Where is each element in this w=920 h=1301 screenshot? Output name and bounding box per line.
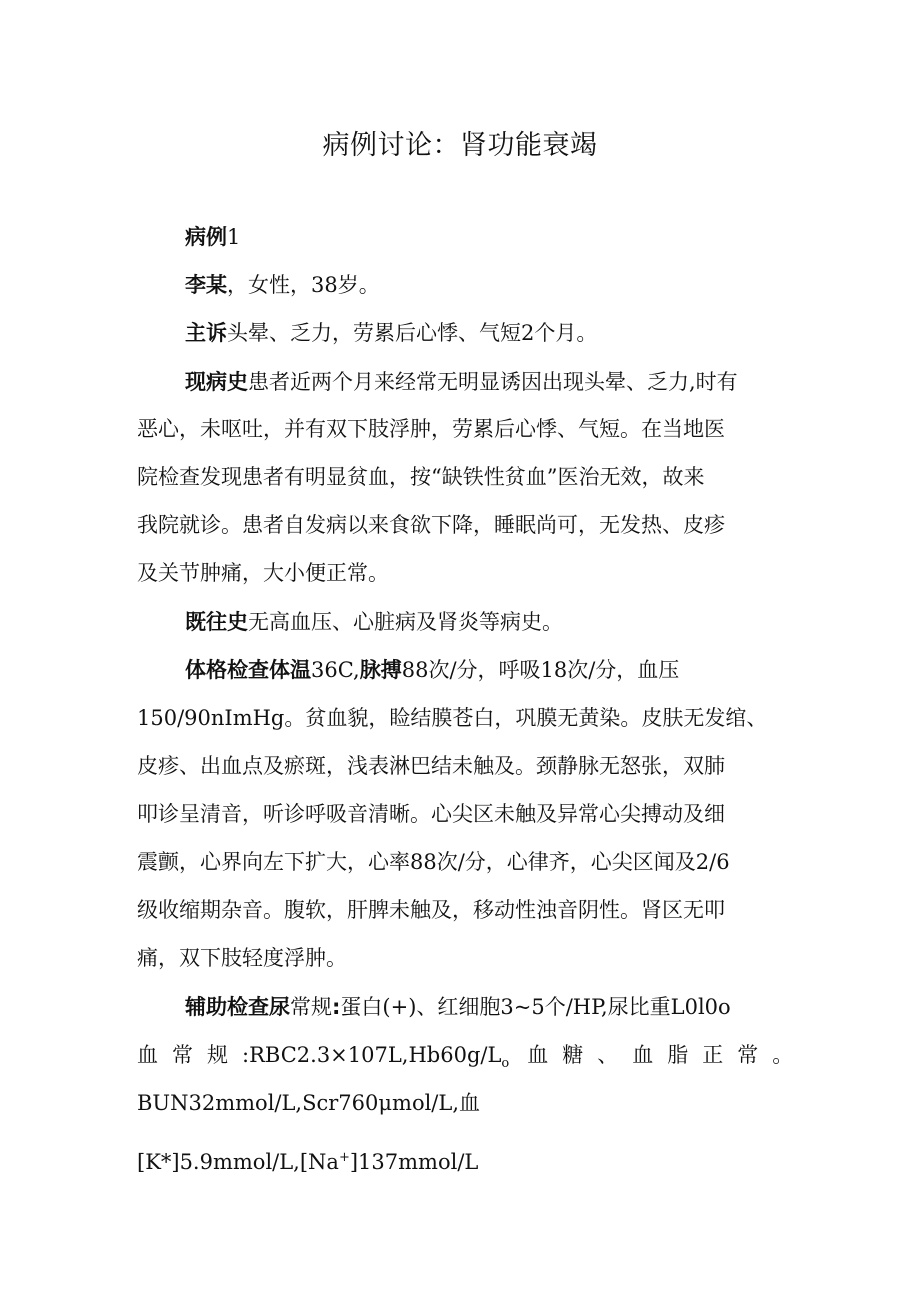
history-line-5: 及关节肿痛，大小便正常。 xyxy=(137,561,389,585)
exam-line-1 xyxy=(185,655,793,685)
history-line-2: 恶心，未呕吐，并有双下肢浮肿，劳累后心悸、气短。在当地医 xyxy=(137,417,725,441)
history-label: 现病史 xyxy=(185,370,248,394)
blood-routine-values: :RBC2.3×107L,Hb60g/L xyxy=(242,1043,502,1067)
aux-line-2 xyxy=(137,1040,808,1079)
exam-line-4: 叩诊呈清音，听诊呼吸音清晰。心尖区未触及异常心尖搏动及细 xyxy=(137,802,725,826)
aux-colon: : xyxy=(332,995,341,1019)
case-label: 病例 xyxy=(185,225,227,249)
complaint-line xyxy=(185,318,793,348)
history-line-1 xyxy=(185,367,793,397)
exam-line-2: 150/90nImHg。贫血貌，睑结膜苍白，巩膜无黄染。皮肤无发绾、 xyxy=(137,706,768,730)
sodium-superscript: + xyxy=(338,1150,350,1165)
glucose-lipid-text: 血糖、血脂正常。 xyxy=(527,1043,808,1067)
aux-line-1 xyxy=(185,992,793,1022)
exam-pulse-value: 88次/分，呼吸18次/分，血压 xyxy=(401,658,680,682)
past-history-text: 无高血压、心脏病及肾炎等病史。 xyxy=(248,610,563,634)
history-line-4: 我院就诊。患者自发病以来食欲下降，睡眠尚可，无发热、皮疹 xyxy=(137,513,725,537)
aux-urine-results: 蛋白(+)、红细胞3~5个/HP,尿比重L0l0o xyxy=(340,995,731,1019)
history-text-1: 患者近两个月来经常无明显诱因出现头晕、乏力,时有 xyxy=(248,370,738,394)
past-history-line xyxy=(185,607,793,637)
exam-line-7: 痛，双下肢轻度浮肿。 xyxy=(137,946,347,970)
past-history-label: 既往史 xyxy=(185,610,248,634)
electrolytes-text-b: ]137mmol/L xyxy=(349,1150,479,1174)
exam-pulse-label: 脉搏 xyxy=(359,658,402,682)
history-line-3: 院检查发现患者有明显贫血，按“缺铁性贫血”医治无效，故来 xyxy=(137,465,705,489)
complaint-text: 头晕、乏力，劳累后心悸、气短2个月。 xyxy=(227,321,598,345)
exam-line-5: 震颤，心界向左下扩大，心率88次/分，心律齐，心尖区闻及2/6 xyxy=(137,850,730,874)
page-title: 病例讨论：肾功能衰竭 xyxy=(322,130,598,161)
aux-label: 辅助检查尿 xyxy=(185,995,290,1019)
aux-line-4 xyxy=(137,1143,793,1177)
blood-routine-subscript: o xyxy=(501,1056,510,1071)
exam-temp-value: 36C, xyxy=(311,658,360,682)
patient-info: ，女性，38岁。 xyxy=(227,273,380,297)
electrolytes-text-a: [K*]5.9mmol/L,[Na xyxy=(137,1150,339,1174)
exam-temp-label: 体温 xyxy=(269,658,311,682)
aux-routine-label: 常规 xyxy=(290,995,332,1019)
case-number: 1 xyxy=(227,225,241,249)
complaint-label: 主诉 xyxy=(185,321,227,345)
exam-label: 体格检查 xyxy=(185,658,269,682)
case-heading xyxy=(185,222,793,252)
blood-routine-label: 血常规 xyxy=(137,1043,242,1067)
exam-line-6: 级收缩期杂音。腹软，肝脾未触及，移动性浊音阴性。肾区无叩 xyxy=(137,898,725,922)
patient-line xyxy=(185,270,793,300)
patient-name: 李某 xyxy=(185,273,227,297)
aux-line-3: BUN32mmol/L,Scr760μmol/L,血 xyxy=(137,1091,480,1115)
exam-line-3: 皮疹、出血点及瘀斑，浅表淋巴结未触及。颈静脉无怒张，双肺 xyxy=(137,754,725,778)
